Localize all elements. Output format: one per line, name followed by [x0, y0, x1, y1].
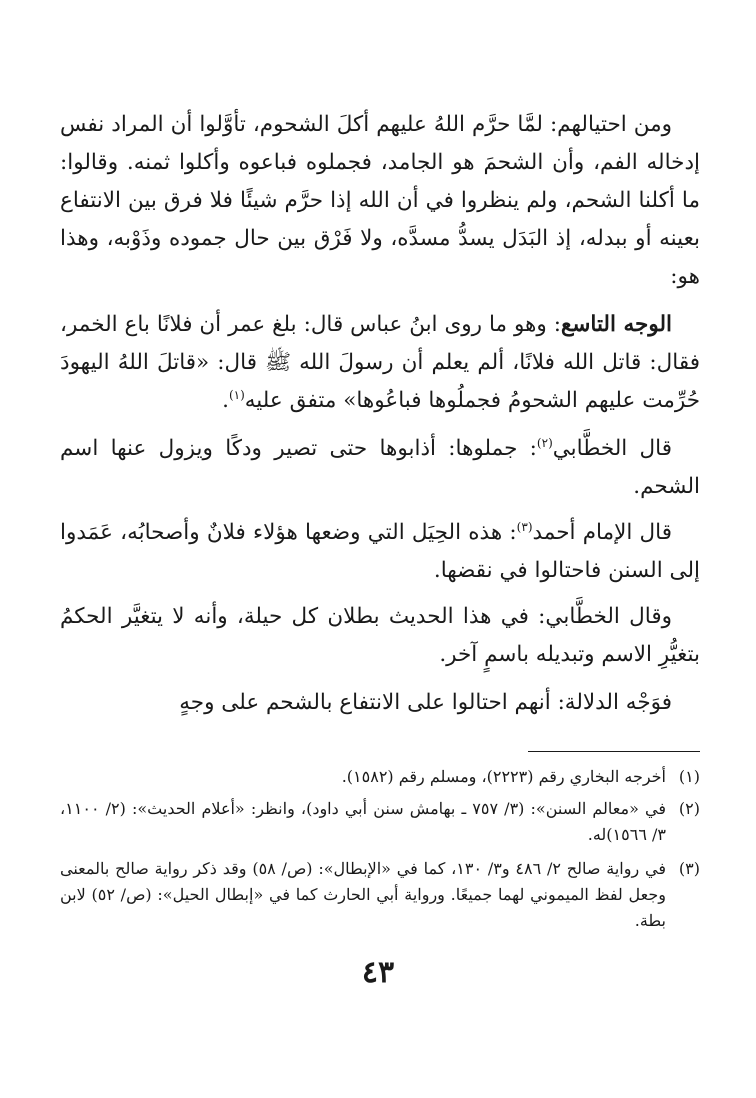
paragraph-3-tail: : جملوها: أذابوها حتى تصير ودكًا ويزول عنها اسم الشحم. — [60, 436, 700, 499]
footnote-1 — [60, 764, 700, 790]
footnote-ref-2: (٢) — [536, 435, 553, 450]
paragraph-1-text: ومن احتيالهم: لمَّا حرَّم اللهُ عليهم أكلَ الشحوم، تأوَّلوا أن المراد نفس إدخاله الفم، وأن الشحمَ هو الجامد، فجملوه فباعوه وأكلوا ثمنه. وقالوا: ما أكلنا الشحم، ولم ينظروا في أن الله إذا حرَّم شيئًا فلا فرق بين الانتفاع بعينه أو ببدله، إذ البَدَل يسدُّ مسدَّه، ولا فَرْق بين حال جموده وذَوْبه، وهذا هو: — [60, 112, 700, 289]
footnote-separator — [528, 751, 700, 752]
paragraph-6-text: فوَجْه الدلالة: أنهم احتالوا على الانتفاع بالشحم على وجهٍ — [179, 690, 672, 715]
paragraph-5 — [60, 598, 700, 674]
page-number: ٤٣ — [361, 955, 395, 990]
paragraph-2-text: : وهو ما روى ابنُ عباس قال: بلغ عمر أن فلانًا باع الخمر، فقال: قاتل الله فلانًا، ألم يعلم أن رسولَ الله ﷺ قال: «قاتلَ اللهُ اليهودَ حُرِّمت عليهم الشحومُ فجملُوها فباعُوها» متفق عليه — [60, 312, 700, 413]
footnote-ref-3: (٣) — [516, 519, 533, 534]
footnote-3 — [60, 856, 700, 934]
footnote-3-text: في رواية صالح ٢/ ٤٨٦ و٣/ ١٣٠، كما في «الإبطال»: (ص/ ٥٨) وقد ذكر رواية صالح بالمعنى وجعل لفظ الميموني لهما جميعًا. ورواية أبي الحارث كما في «إبطال الحيل»: (ص/ ٥٢) لابن بطة. — [60, 859, 666, 930]
paragraph-2-tail: . — [222, 388, 229, 413]
footnote-2-number: (٢) — [678, 799, 700, 818]
paragraph-1 — [60, 106, 700, 296]
paragraph-4 — [60, 514, 700, 590]
footnote-2 — [60, 796, 700, 848]
footnote-ref-1: (١) — [228, 387, 245, 402]
footnote-1-text: أخرجه البخاري رقم (٢٢٢٣)، ومسلم رقم (١٥٨٢). — [341, 767, 666, 786]
paragraph-2 — [60, 306, 700, 420]
paragraph-4-text: قال الإمام أحمد — [532, 520, 673, 545]
paragraph-5-text: وقال الخطَّابي: في هذا الحديث بطلان كل حيلة، وأنه لا يتغيَّر الحكمُ بتغيُّرِ الاسم وتبديله باسمٍ آخر. — [60, 604, 700, 667]
paragraph-4-tail: : هذه الحِيَل التي وضعها هؤلاء فلانٌ وأصحابُه، عَمَدوا إلى السنن فاحتالوا في نقضها. — [60, 520, 700, 583]
paragraph-6 — [60, 684, 700, 722]
paragraph-3-text: قال الخطَّابي — [552, 436, 672, 461]
paragraph-2-lead: الوجه التاسع — [560, 312, 672, 337]
paragraph-3 — [60, 430, 700, 506]
footnote-1-number: (١) — [678, 767, 700, 786]
footnote-3-number: (٣) — [678, 859, 700, 878]
footnote-2-text: في «معالم السنن»: (٣/ ٧٥٧ ـ بهامش سنن أبي داود)، وانظر: «أعلام الحديث»: (٢/ ١١٠٠، ٣/ ١٥٦٦)له. — [60, 799, 666, 844]
